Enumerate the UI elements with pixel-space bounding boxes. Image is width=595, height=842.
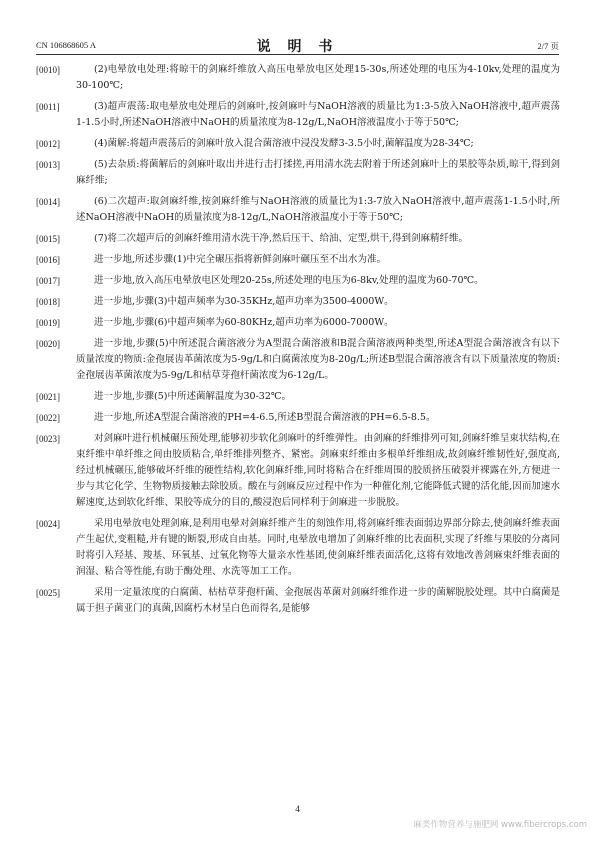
paragraph-number: [0022]	[36, 413, 60, 423]
paragraph	[36, 157, 560, 189]
page-indicator: 2/7 页	[537, 41, 559, 51]
document-section-title: 说 明 书	[256, 39, 339, 55]
paragraph-number: [0018]	[36, 297, 60, 307]
paragraph-number: [0021]	[36, 392, 60, 402]
paragraph-number: [0012]	[36, 139, 60, 149]
paragraph-number: [0010]	[36, 65, 60, 75]
patent-number: CN 106868605 A	[36, 40, 96, 50]
paragraph	[36, 516, 560, 580]
paragraph	[36, 136, 560, 152]
paragraph-number: [0024]	[36, 519, 60, 529]
paragraph	[36, 389, 560, 405]
paragraph-number: [0020]	[36, 339, 60, 349]
page-number: 4	[295, 804, 300, 814]
paragraph-number: [0011]	[36, 102, 60, 112]
watermark: 麻类作物营养与施肥网 www.fibercrops.com	[413, 820, 587, 830]
paragraph-number: [0014]	[36, 197, 60, 207]
paragraph-text: 进一步地,步骤(5)中所述混合菌溶液分为A型混合菌溶液和B混合菌溶液两种类型,所述A型混合菌溶液含有以下质量浓度的物质:金孢展齿革菌浓度为5-9g/L和白腐菌浓度为8-20g/L;所述B型混合菌溶液含有以下质量浓度的物质:金孢展齿革菌浓度为5-9g/L和枯草芽孢杆菌浓度为6-12g/L。	[76, 338, 560, 381]
paragraph	[36, 294, 560, 310]
paragraph-text: (7)将二次超声后的剑麻纤维用清水洗干净,然后压干、给油、定型,烘干,得到剑麻精纤维。	[94, 233, 469, 244]
paragraph-number: [0016]	[36, 255, 60, 265]
paragraph	[36, 62, 560, 94]
paragraph-text: 对剑麻叶进行机械碾压预处理,能够初步软化剑麻叶的纤维弹性。由剑麻的纤维排列可知,剑麻纤维呈束状结构,在束纤维中单纤维之间由胶质粘合,单纤维排列整齐、紧密。剑麻束纤维由多根单纤维组成,故剑麻纤维韧性好,强度高,经过机械碾压,能够破坏纤维的硬性结构,软化剑麻纤维,同时将粘合在纤维周围的胶质挤压破裂并裸露在外,方便进一步与其它化学、生物物质接触去除胶质。酸在与剑麻反应过程中作为一种催化剂,它能降低式键的活化能,因而加速水解速度,达到软化纤维、果胶等成分的目的,酸浸泡后同样利于剑麻进一步脱胶。	[76, 433, 560, 508]
paragraph-text: (5)去杂质:将菌解后的剑麻叶取出并进行击打揉搓,再用清水洗去附着于所述剑麻叶上的果胶等杂质,晾干,得到剑麻纤维;	[76, 159, 560, 186]
paragraph-number: [0013]	[36, 160, 60, 170]
paragraph	[36, 273, 560, 289]
paragraph	[36, 252, 560, 268]
paragraph-text: (4)菌解:将超声震荡后的剑麻叶放入混合菌溶液中浸没发酵3-3.5小时,菌解温度为28-34℃;	[94, 138, 474, 149]
paragraph-number: [0025]	[36, 588, 60, 598]
paragraph-number: [0023]	[36, 434, 60, 444]
paragraph-number: [0019]	[36, 318, 60, 328]
paragraph-text: (3)超声震荡:取电晕放电处理后的剑麻叶,按剑麻叶与NaOH溶液的质量比为1:3-5放入NaOH溶液中,超声震荡1-1.5小时,所述NaOH溶液中NaOH的质量浓度为8-12g/L,NaOH溶液温度小于等于50℃;	[76, 101, 560, 128]
paragraph-number: [0017]	[36, 276, 60, 286]
paragraph	[36, 315, 560, 331]
paragraph	[36, 431, 560, 511]
paragraph-text: 进一步地,放入高压电晕放电区处理20-25s,所述处理的电压为6-8kv,处理的温度为60-70℃。	[94, 275, 484, 286]
paragraph	[36, 585, 560, 617]
page-header	[36, 36, 559, 55]
paragraph-text: 采用电晕放电处理剑麻,是利用电晕对剑麻纤维产生的刻蚀作用,将剑麻纤维表面弱边界部分除去,使剑麻纤维表面产生起伏,变粗糙,并有键的断裂,形成自由基。同时,电晕放电增加了剑麻纤维的比表面积,实现了纤维与果胶的分离同时将引入羟基、羧基、环氧基、过氧化物等大量亲水性基团,使剑麻纤维表面活化,这将有效地改善剑麻束纤维表面的润湿、粘合等性能,有助于酶处理、水洗等加工工作。	[76, 518, 560, 577]
paragraph-text: 进一步地,步骤(6)中超声频率为60-80KHz,超声功率为6000-7000W。	[94, 317, 394, 328]
paragraph	[36, 231, 560, 247]
paragraph-text: 采用一定量浓度的白腐菌、枯枯草芽孢杆菌、金孢展齿革菌对剑麻纤维作进一步的菌解脱胶处理。其中白腐菌是属于担子菌亚门的真菌,因腐朽木材呈白色而得名,是能够	[76, 587, 560, 614]
paragraph-text: 进一步地,步骤(5)中所述菌解温度为30-32℃。	[94, 391, 291, 402]
paragraph-text: 进一步地,步骤(3)中超声频率为30-35KHz,超声功率为3500-4000W。	[94, 296, 394, 307]
paragraph-text: (2)电晕放电处理:将晾干的剑麻纤维放入高压电晕放电区处理15-30s,所述处理的电压为4-10kv,处理的温度为30-100℃;	[76, 64, 560, 91]
paragraph-text: (6)二次超声:取剑麻纤维,按剑麻纤维与NaOH溶液的质量比为1:3-7放入NaOH溶液中,超声震荡1-1.5小时,所述NaOH溶液中NaOH的质量浓度为8-12g/L,NaOH溶液温度小于等于50℃;	[76, 196, 560, 223]
paragraph-text: 进一步地,所述A型混合菌溶液的PH=4-6.5,所述B型混合菌溶液的PH=6.5-8.5。	[94, 412, 436, 423]
paragraph-text: 进一步地,所述步骤(1)中完全碾压指将新鲜剑麻叶碾压至不出水为准。	[94, 254, 386, 265]
paragraph-number: [0015]	[36, 234, 60, 244]
paragraph	[36, 194, 560, 226]
document-body	[36, 62, 560, 622]
paragraph	[36, 336, 560, 384]
paragraph	[36, 410, 560, 426]
paragraph	[36, 99, 560, 131]
